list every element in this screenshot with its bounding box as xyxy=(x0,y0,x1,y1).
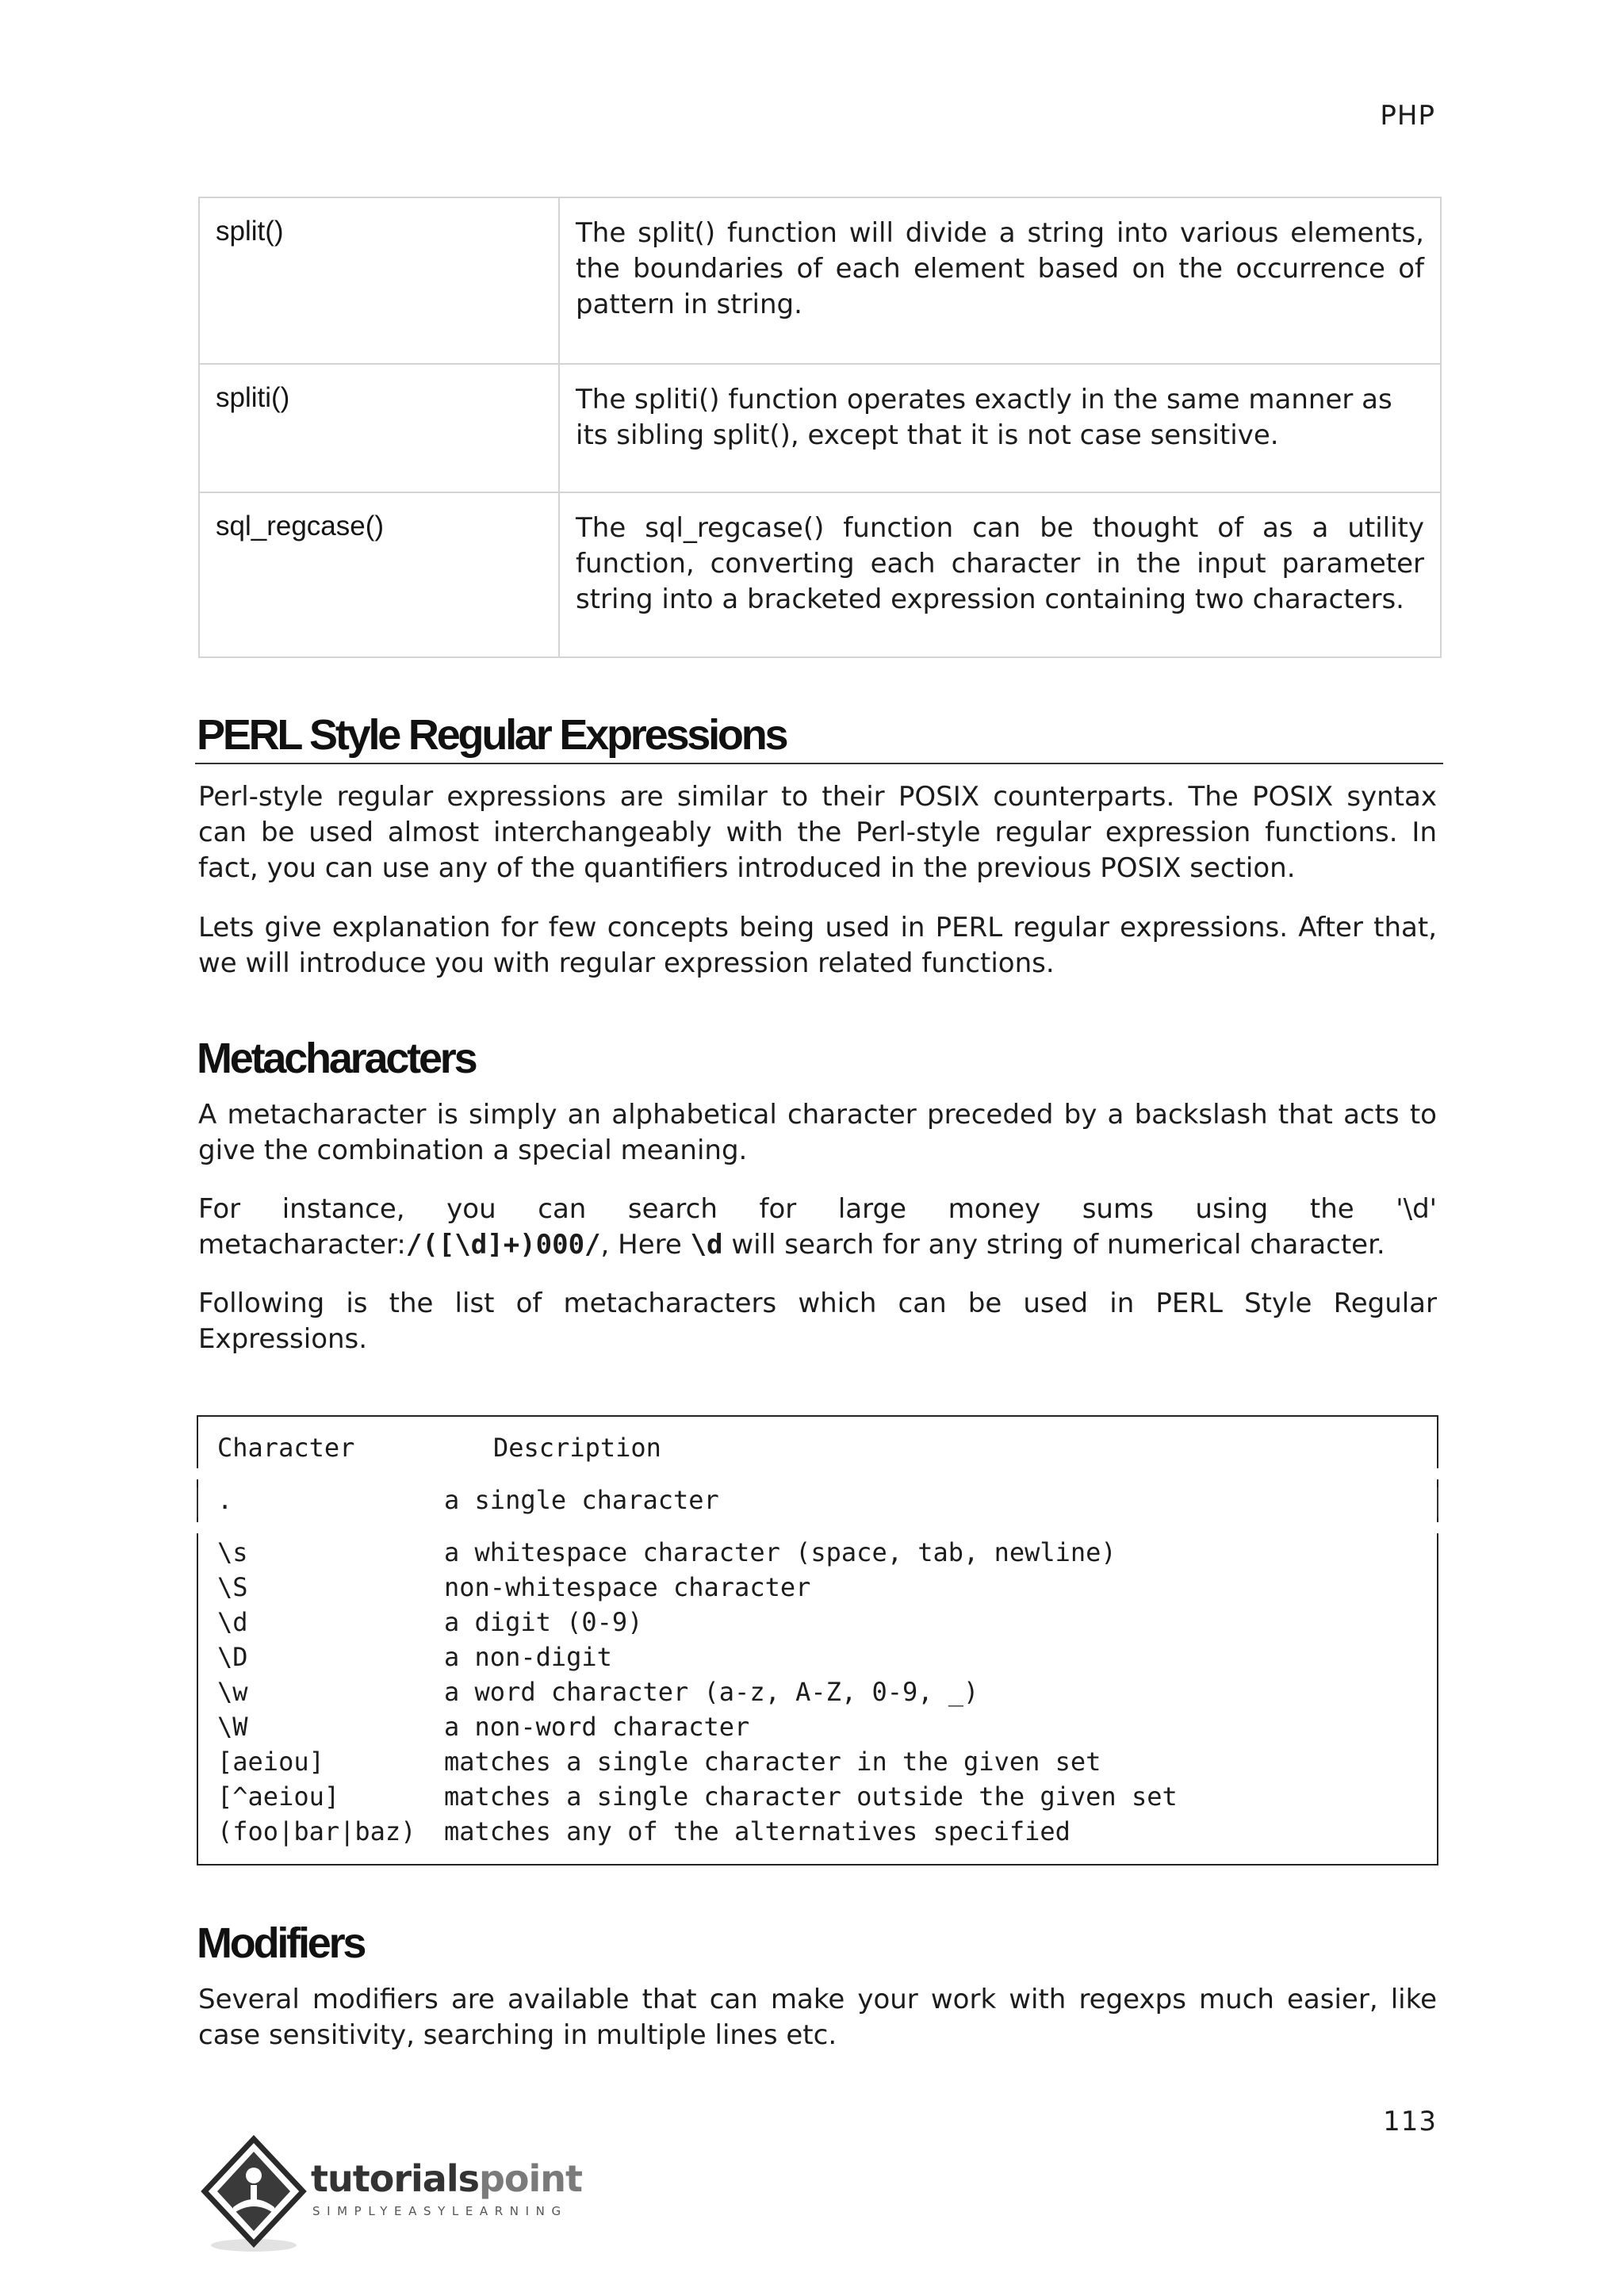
book-reader-icon xyxy=(205,2139,303,2244)
metacharacter-description: a single character xyxy=(444,1485,719,1515)
metacharacter-symbol: \s xyxy=(217,1537,248,1567)
metacharacter-description: a word character (a-z, A-Z, 0-9, _) xyxy=(444,1677,979,1707)
metacharacter-symbol: . xyxy=(217,1485,233,1515)
metacharacter-symbol: [^aeiou] xyxy=(217,1781,340,1812)
function-name: spliti() xyxy=(199,364,559,492)
box-gap xyxy=(190,1468,1451,1479)
function-description: The split() function will divide a string into various elements, the boundaries of each element based on the occurrence of pattern in string. xyxy=(559,197,1441,364)
metacharacter-description: matches a single character in the given set xyxy=(444,1747,1101,1777)
paragraph: Lets give explanation for few concepts being used in PERL regular expressions. After that, we will introduce you with regular expression related functions. xyxy=(198,912,1437,979)
metacharacter-description: matches any of the alternatives specified xyxy=(444,1816,1071,1846)
metacharacter-symbol: (foo|bar|baz) xyxy=(217,1816,416,1846)
table-row xyxy=(199,492,1441,657)
metacharacter-description: a whitespace character (space, tab, newline) xyxy=(444,1537,1116,1567)
function-name: sql_regcase() xyxy=(199,492,559,657)
paragraph: Following is the list of metacharacters which can be used in PERL Style Regular Expressions. xyxy=(198,1288,1437,1355)
metacharacter-description: non-whitespace character xyxy=(444,1572,811,1602)
section-heading-modifiers: Modifiers xyxy=(197,1919,365,1967)
paragraph: Several modifiers are available that can make your work with regexps much easier, like case sensitivity, searching in multiple lines etc. xyxy=(198,1984,1437,2051)
function-description: The sql_regcase() function can be thought of as a utility function, converting each character in the input parameter string into a bracketed expression containing two characters. xyxy=(559,492,1441,657)
metacharacter-symbol: \W xyxy=(217,1712,248,1742)
row-border-left xyxy=(197,1487,198,1517)
regex-example: /([\d]+)000/ xyxy=(405,1229,601,1261)
function-name: split() xyxy=(199,197,559,364)
row-border-right xyxy=(1437,1487,1438,1517)
inline-code: \d xyxy=(690,1229,723,1261)
metacharacter-description: a non-digit xyxy=(444,1642,612,1672)
tutorialspoint-logo xyxy=(198,2134,595,2260)
heading-underline xyxy=(195,763,1443,764)
paragraph-line: For instance, you can search for large money sums using the '\d' xyxy=(198,1193,1437,1225)
table-row xyxy=(199,364,1441,492)
metacharacter-symbol: \D xyxy=(217,1642,248,1672)
metacharacter-symbol: \w xyxy=(217,1677,248,1707)
table-row xyxy=(199,197,1441,364)
running-header: PHP xyxy=(1380,100,1435,132)
paragraph-line xyxy=(198,1227,1437,1263)
function-description: The spliti() function operates exactly in the same manner as its sibling split(), except that it is not case sensitive. xyxy=(559,364,1441,492)
paragraph: A metacharacter is simply an alphabetical character preceded by a backslash that acts to give the combination a special meaning. xyxy=(198,1099,1437,1166)
page-number: 113 xyxy=(1383,2106,1437,2137)
section-heading-perl: PERL Style Regular Expressions xyxy=(197,711,787,759)
metacharacter-description: a digit (0-9) xyxy=(444,1607,643,1637)
section-heading-metacharacters: Metacharacters xyxy=(197,1035,476,1082)
text-run: metacharacter: xyxy=(198,1229,406,1261)
metacharacter-symbol: [aeiou] xyxy=(217,1747,324,1777)
logo-word-main: tutorials xyxy=(311,2157,479,2200)
text-run: , Here xyxy=(600,1229,691,1261)
box-gap xyxy=(190,1522,1451,1533)
paragraph: Perl-style regular expressions are similar to their POSIX counterparts. The POSIX syntax can be used almost interchangeably with the Perl-style regular expression functions. In fact, you can use any of the quantifiers introduced in the previous POSIX section. xyxy=(198,781,1437,884)
metacharacter-description: a non-word character xyxy=(444,1712,750,1742)
metacharacter-description: matches a single character outside the given set xyxy=(444,1781,1178,1812)
column-header-character: Character xyxy=(217,1433,355,1463)
function-table xyxy=(198,197,1442,658)
logo-tagline: SIMPLYEASYLEARNING xyxy=(312,2204,568,2218)
metacharacter-symbol: \S xyxy=(217,1572,248,1602)
text-run: will search for any string of numerical character. xyxy=(722,1229,1385,1261)
column-header-description: Description xyxy=(493,1433,661,1463)
svg-text:tutorialspoint xyxy=(311,2157,582,2200)
metacharacter-symbol: \d xyxy=(217,1607,248,1637)
logo-word-accent: point xyxy=(478,2157,583,2200)
